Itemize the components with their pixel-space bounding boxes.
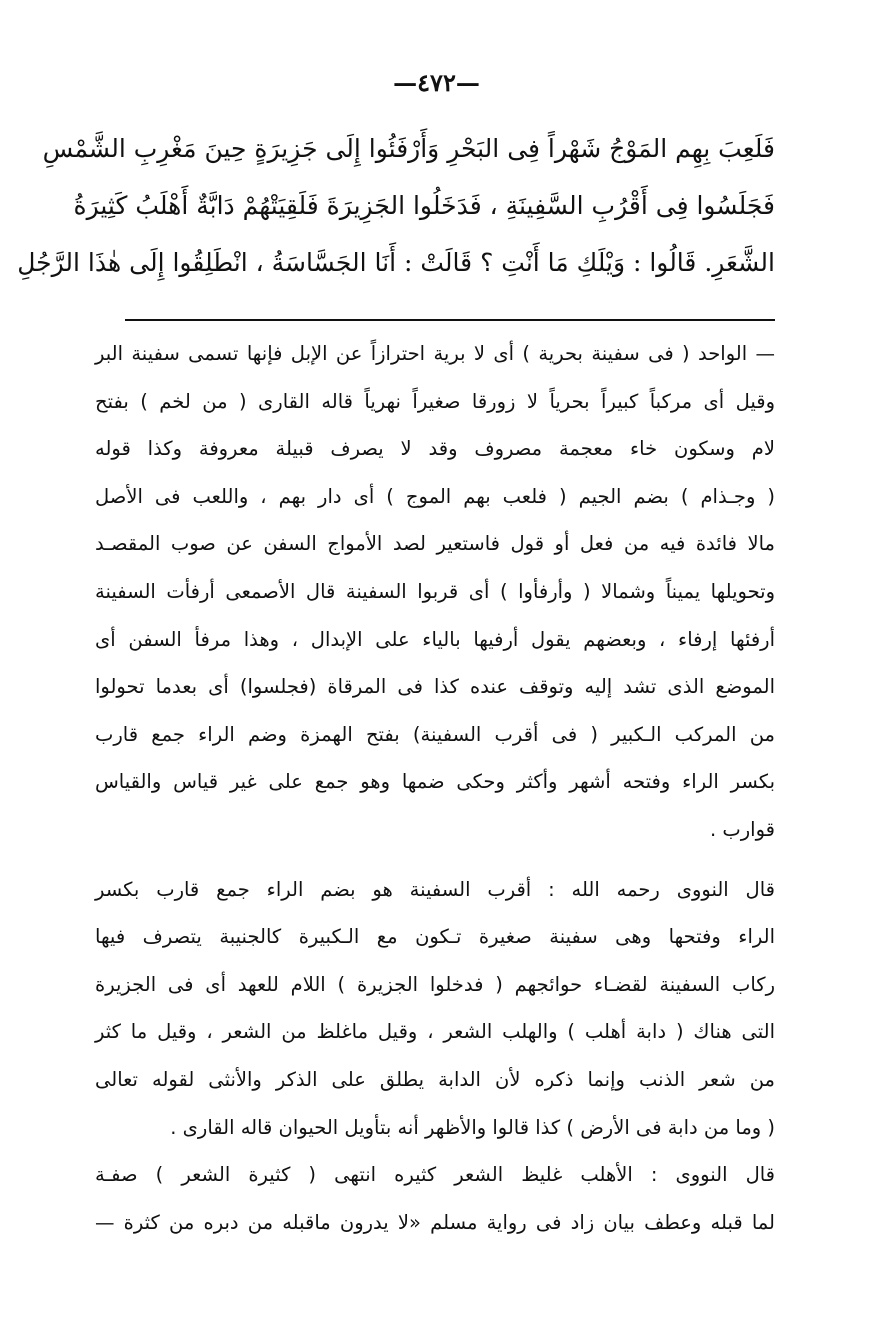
commentary-line: من المركب الـكبير ( فى أقرب السفينة) بفتح الهمزة وضم الراء جمع قارب (95, 722, 775, 746)
commentary-line: وتحويلها يميناً وشمالا ( وأرفأوا ) أى قربوا السفينة قال الأصمعى أرفأت السفينة (95, 579, 775, 603)
commentary-line: الموضع الذى تشد إليه وتوقف عنده كذا فى المرقاة (فجلسوا) أى بعدما تحولوا (95, 675, 775, 699)
hadith-text (17, 120, 775, 291)
commentary-line: — الواحد ( فى سفينة بحرية ) أى لا برية احترازاً عن الإبل فإنها تسمى سفينة البر (95, 342, 775, 365)
commentary-line: وقيل أى مركباً كبيراً بحرياً لا زورقا صغيراً نهرياً قاله القارى ( من لخم ) بفتح (95, 389, 775, 413)
commentary-line: ( وجـذام ) بضم الجيم ( فلعب بهم الموج ) أى دار بهم ، واللعب فى الأصل (95, 484, 775, 508)
commentary-line: قوارب . (710, 817, 775, 841)
hadith-line: الشَّعَرِ. قَالُوا : وَيْلَكِ مَا أَنْتِ ؟ قَالَتْ : أَنَا الجَسَّاسَةُ ، انْطَلِقُوا إِلَى هٰذَا الرَّجُلِ (17, 248, 775, 277)
commentary-line: أرفئها إرفاء ، وبعضهم يقول أرفيها بالياء على الإبدال ، وهذا مرفأ السفن أى (95, 627, 775, 651)
commentary-text (95, 330, 775, 1246)
hadith-line: فَلَعِبَ بِهِم المَوْجُ شَهْراً فِى البَحْرِ وَأَرْفَئُوا إِلَى جَزِيرَةٍ حِينَ مَغْرِبِ الشَّمْسِ (42, 134, 775, 163)
hadith-line: فَجَلَسُوا فِى أَقْرُبِ السَّفِينَةِ ، فَدَخَلُوا الجَزِيرَةَ فَلَقِيَتْهُمْ دَابَّةٌ أَهْلَبُ كَثِيرَةُ (73, 191, 775, 220)
commentary-line: لما قبله وعطف بيان زاد فى رواية مسلم «لا يدرون ماقبله من دبره من كثرة — (95, 1210, 775, 1234)
section-divider (125, 319, 775, 321)
commentary-line: التى هناك ( دابة أهلب ) والهلب الشعر ، وقيل ماغلظ من الشعر ، وقيل ما كثر (95, 1020, 775, 1044)
commentary-line: من شعر الذنب وإنما ذكره لأن الدابة يطلق على الذكر والأنثى لقوله تعالى (95, 1067, 775, 1091)
commentary-line: قال النووى رحمه الله : أقرب السفينة هو بضم الراء جمع قارب بكسر (95, 877, 775, 901)
commentary-line: بكسر الراء وفتحه أشهر وأكثر وحكى ضمها وهو جمع على غير قياس والقياس (95, 770, 775, 794)
page-number: —٤٧٢— (393, 68, 480, 97)
commentary-line: لام وسكون خاء معجمة مصروف وقد لا يصرف قبيلة معروفة وكذا قوله (95, 437, 775, 461)
commentary-line: ركاب السفينة لقضـاء حوائجهم ( فدخلوا الجزيرة ) اللام للعهد أى فى الجزيرة (95, 972, 775, 996)
commentary-line: مالا فائدة فيه من فعل أو قول فاستعير لصد الأمواج السفن عن صوب المقصـد (95, 532, 775, 556)
paragraph-gap (95, 854, 775, 866)
commentary-line: ( وما من دابة فى الأرض ) كذا قالوا والأظهر أنه بتأويل الحيوان قاله القارى . (170, 1115, 775, 1139)
commentary-line: الراء وفتحها وهى سفينة صغيرة تـكون مع الـكبيرة كالجنيبة يتصرف فيها (95, 925, 775, 949)
commentary-line: قال النووى : الأهلب غليظ الشعر كثيره انتهى ( كثيرة الشعر ) صفـة (95, 1163, 775, 1187)
